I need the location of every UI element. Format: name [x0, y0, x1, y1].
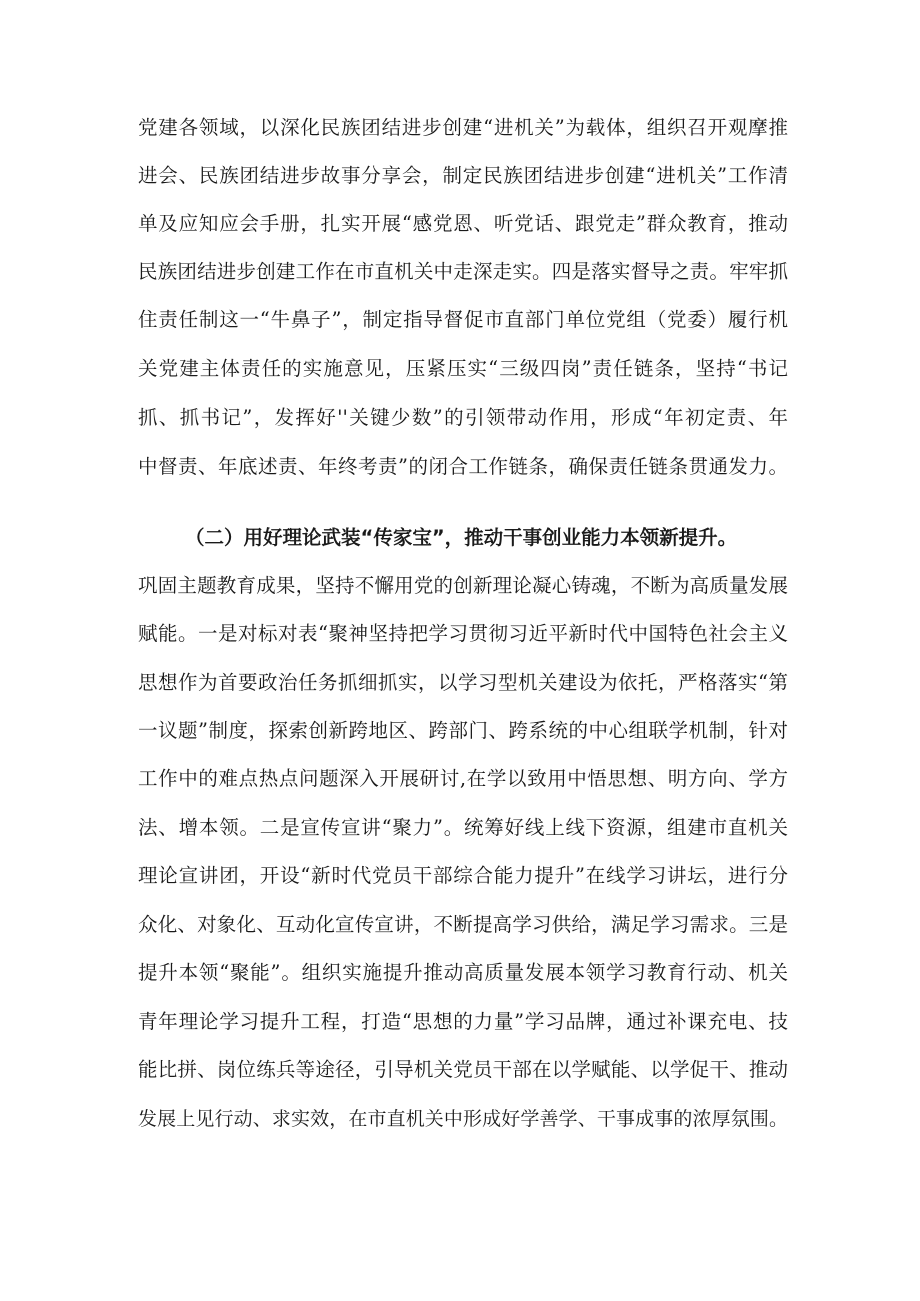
paragraph-2-line-9: 提升本领“聚能”。组织实施提升推动高质量发展本领学习教育行动、机关	[138, 961, 788, 984]
paragraph-2-line-8: 众化、对象化、互动化宣传宣讲，不断提高学习供给，满足学习需求。三是	[138, 913, 788, 936]
paragraph-2-line-7: 理论宣讲团，开设“新时代党员干部综合能力提升”在线学习讲坛，进行分	[138, 864, 788, 887]
paragraph-1-line-6: 关党建主体责任的实施意见，压紧压实“三级四岗”责任链条，坚持“书记	[138, 357, 788, 380]
paragraph-1-line-1: 党建各领域，以深化民族团结进步创建“进机关”为载体，组织召开观摩推	[138, 116, 788, 139]
paragraph-2-line-11: 能比拼、岗位练兵等途径，引导机关党员干部在以学赋能、以学促干、推动	[138, 1058, 788, 1081]
paragraph-1-line-4: 民族团结进步创建工作在市直机关中走深走实。四是落实督导之责。牢牢抓	[138, 260, 788, 283]
paragraph-2-line-5: 工作中的难点热点问题深入开展研讨,在学以致用中悟思想、明方向、学方	[138, 767, 788, 790]
paragraph-1-line-8: 中督责、年底述责、年终考责”的闭合工作链条，确保责任链条贯通发力。	[138, 455, 788, 478]
paragraph-1-line-7: 抓、抓书记”，发挥好''关键少数”的引领带动作用，形成“年初定责、年	[138, 406, 788, 429]
paragraph-1-line-3: 单及应知应会手册，扎实开展“感党恩、听党话、跟党走”群众教育，推动	[138, 212, 788, 235]
paragraph-2-line-12: 发展上见行动、求实效，在市直机关中形成好学善学、干事成事的浓厚氛围。	[138, 1108, 788, 1130]
paragraph-2-line-4: 一议题”制度，探索创新跨地区、跨部门、跨系统的中心组联学机制，针对	[138, 719, 788, 742]
paragraph-2-line-10: 青年理论学习提升工程，打造“思想的力量”学习品牌，通过补课充电、技	[138, 1010, 788, 1033]
paragraph-1-line-5: 住责任制这一“牛鼻子”，制定指导督促市直部门单位党组（党委）履行机	[138, 308, 788, 331]
section-heading: （二）用好理论武装“传家宝”，推动干事创业能力本领新提升。	[185, 526, 738, 549]
paragraph-1-line-2: 进会、民族团结进步故事分享会，制定民族团结进步创建“进机关”工作清	[138, 164, 788, 187]
paragraph-2-line-2: 赋能。一是对标对表“聚神坚持把学习贯彻习近平新时代中国特色社会主义	[138, 622, 788, 645]
paragraph-2-line-3: 思想作为首要政治任务抓细抓实，以学习型机关建设为依托，严格落实“第	[138, 671, 788, 694]
paragraph-2-line-6: 法、增本领。二是宣传宣讲“聚力”。统筹好线上线下资源，组建市直机关	[138, 816, 788, 839]
paragraph-2-line-1: 巩固主题教育成果，坚持不懈用党的创新理论凝心铸魂，不断为高质量发展	[138, 574, 788, 597]
